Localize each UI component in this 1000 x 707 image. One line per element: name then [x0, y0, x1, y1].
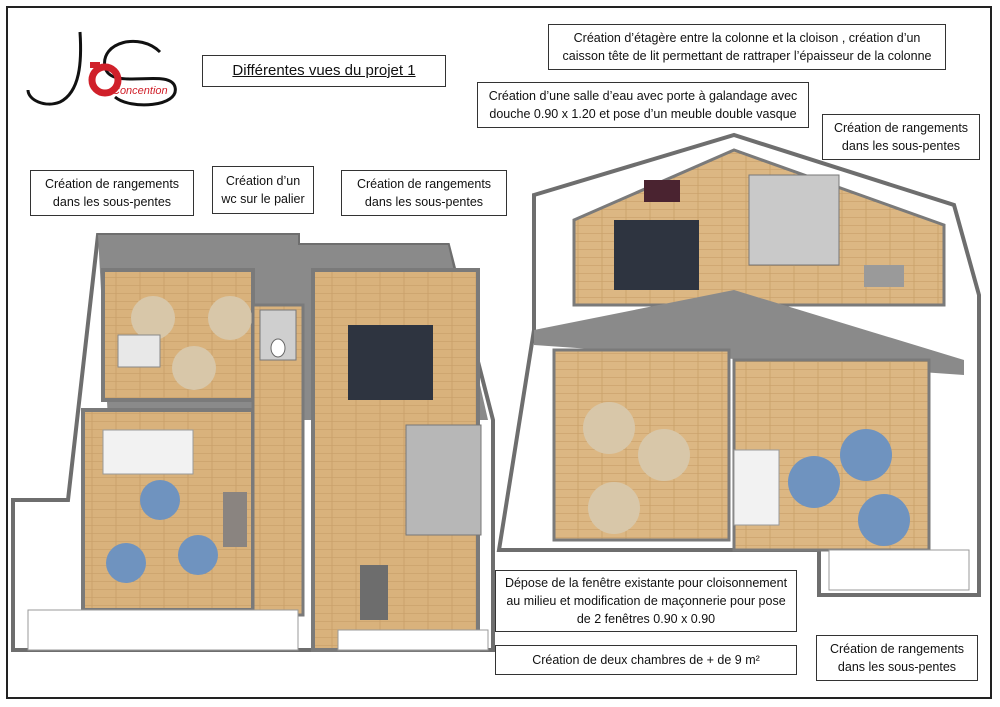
annotation-rangements-bottom-right: Création de rangements dans les sous-pentes: [816, 635, 978, 681]
annotation-chambres: Création de deux chambres de + de 9 m²: [495, 645, 797, 675]
logo-text: Concention: [112, 85, 168, 97]
company-logo: [20, 22, 190, 117]
page-title: Différentes vues du projet 1: [202, 55, 446, 87]
floor-plan-left: [8, 230, 498, 660]
annotation-etagere: Création d’étagère entre la colonne et la cloison , création d’un caisson tête de lit permettant de rattraper l’épaisseur de la colonne: [548, 24, 946, 70]
annotation-fenetre: Dépose de la fenêtre existante pour cloisonnement au milieu et modification de maçonnerie pour pose de 2 fenêtres 0.90 x 0.90: [495, 570, 797, 632]
annotation-rangements-left-1: Création de rangements dans les sous-pentes: [30, 170, 194, 216]
annotation-rangements-left-2: Création de rangements dans les sous-pentes: [341, 170, 507, 216]
floor-plan-right: [494, 130, 984, 600]
annotation-salle-eau: Création d’une salle d’eau avec porte à galandage avec douche 0.90 x 1.20 et pose d’un meuble double vasque: [477, 82, 809, 128]
annotation-wc: Création d’un wc sur le palier: [212, 166, 314, 214]
annotation-rangements-top-right: Création de rangements dans les sous-pentes: [822, 114, 980, 160]
